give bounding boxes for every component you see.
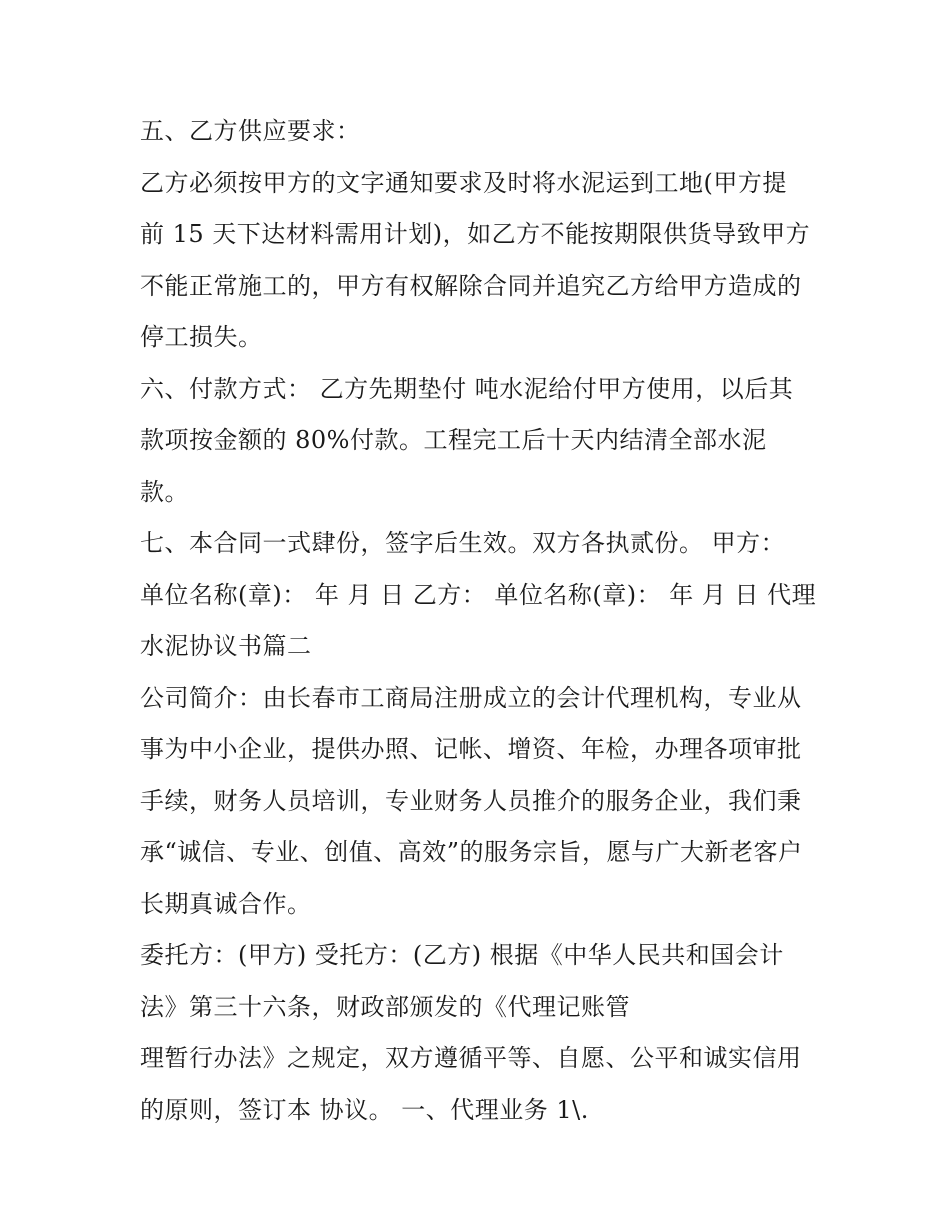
text-line: 承“诚信、专业、创值、高效”的服务宗旨，愿与广大新老客户: [140, 838, 803, 866]
text-line: 法》第三十六条，财政部颁发的《代理记账管: [140, 992, 630, 1021]
text-line: 六、付款方式： 乙方先期垫付 吨水泥给付甲方使用，以后其: [140, 374, 794, 403]
text-line: 乙方必须按甲方的文字通知要求及时将水泥运到工地(甲方提: [140, 168, 787, 197]
text-line: 事为中小企业，提供办照、记帐、增资、年检，办理各项审批: [140, 735, 802, 763]
text-line: 停工损失。: [140, 323, 263, 351]
document-body: [140, 106, 820, 1136]
text-line: 手续，财务人员培训，专业财务人员推介的服务企业，我们秉: [140, 786, 802, 815]
text-line: 公司简介：由长春市工商局注册成立的会计代理机构，专业从: [140, 683, 802, 712]
section-heading: 水泥协议书篇二: [140, 632, 312, 660]
text-line: 的原则，签订本 协议。 一、代理业务 1\.: [140, 1095, 589, 1124]
text-line: 款。: [140, 477, 189, 506]
text-line: 委托方：(甲方) 受托方：(乙方) 根据《中华人民共和国会计: [140, 941, 784, 969]
text-line: 七、本合同一式肆份，签字后生效。双方各执贰份。 甲方：: [140, 529, 786, 557]
text-line: 单位名称(章)： 年 月 日 乙方： 单位名称(章)： 年 月 日 代理: [140, 580, 817, 609]
text-line: 理暂行办法》之规定，双方遵循平等、自愿、公平和诚实信用: [140, 1044, 802, 1072]
text-line: 不能正常施工的，甲方有权解除合同并追究乙方给甲方造成的: [140, 271, 802, 300]
text-line: 长期真诚合作。: [140, 889, 312, 918]
text-line: 款项按金额的 80%付款。工程完工后十天内结清全部水泥: [140, 426, 767, 454]
text-line: 五、乙方供应要求：: [140, 117, 361, 145]
text-line: 前 15 天下达材料需用计划)，如乙方不能按期限供货导致甲方: [140, 220, 811, 248]
